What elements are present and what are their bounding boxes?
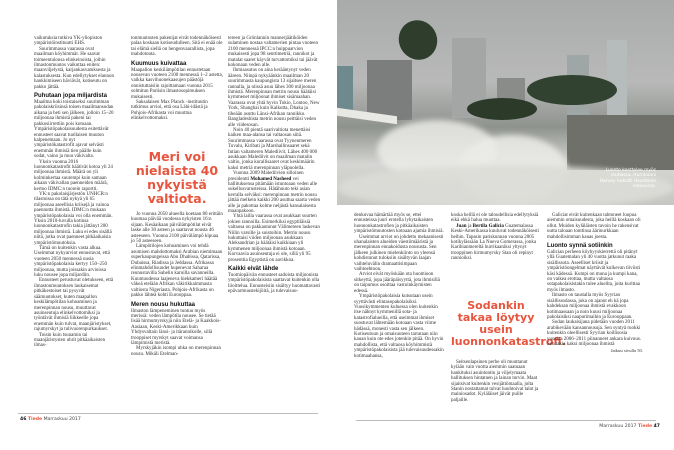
section-heading: Kaikki eivät lähde [228,266,279,273]
paragraph: Arviot eivät myöskään ota huomioon sitkeyttä, jopa jääräpäisyyttä, jota ihmisillä on taipumus osoittaa vastoinkäymisten edessä. [354,272,440,294]
paragraph: Noin 40 pientä saarivaltiota menettäisi kaiken maa-alansa tai valtaosan siitä. Suurimmassa vaarassa ovat Tyynenmeren Tuvalu, Kiribati ja Marshallinsaaret sekä Intian valtameren Malediivit. Lähes 400 000 asukkaan Malediivit on maailman matalin valtio, jonka korallisaaret ovat keskimäärin kaksi metriä merenpinnan yläpuolella. [228,127,318,171]
footer-rule-left [18,413,318,414]
paragraph: Useimmat arviot on johdettu mekaanisesti uhanalaisten alueiden väestömääristä ja merenpinnan ennakoidusta noususta. Sen jälkeen julkinen mielenkiinto on yleensä kohdistunut tuloksiin sisältyvän laajan vaihteluvälin dramaattisimpaan vaihtoehtoon. [354,234,444,273]
paragraph: Jo vuonna 2050 alueella koetaan 80 erittäin kuumaa päivää vuodessa nykyisten 16:n sijaan. Kesäaikaan päivälämpötilat eivät laske alle 30 asteen ja saattavat nousta 46 asteeseen. Vuonna 2100 päivälämpö kipuaa jo 50 asteeseen. [131,212,223,245]
paragraph: Yhtä lailla vaarassa ovat asukkaat suurten jokien rannoilla. Esimerkiksi egyptiläisiä valtaosa on pakkautunut Välimereen laskevan Niilin varsille ja suistoihin. Metrin nousu hukuttaisi viiden miljoonan asukkaan Aleksandrian ja häätäisi kaikkiaan yli kymmenen miljoonaa ihmistä kotoaan. Korvaavia asuinseutuja ei ole, sillä yli 95 prosenttia Egyptistä on aavikkoa. [228,214,320,263]
continued-note: Jatkuu sivulla 50. [610,348,643,354]
paragraph: vaikutuksia tutkiva YK-yliopiston ympäristöinstituutti EHS. [34,36,103,47]
paragraph: Seitsenlapsinen perhe oli muuttanut kylään vain vuotta aiemmin saatuaan hankituksi asuintontin ja viljelymaata hallituksen hintatuen ja lainan turvin. Maat sijaitsivat kuitenkin vesijättömaalla, jolta Stanin nostattamat tulvat huuhtoivat talot ja mainiosadot. Kyläläiset jäivät puille paljaille. [451,360,539,403]
issue-date: Marraskuu 2017 [43,417,81,422]
paragraph: Toisin kuin tsunamin tai maanjäristysten uhrit pitkäaikaisten ilmas- [34,332,106,349]
right-column-2-top [451,213,541,262]
paragraph: Juan ja Bertila Galicia Guatemalassa Keski-Amerikassa kuuluvat todennäköisesti heihin. Tapasin pariskunnan vuonna 2005 kotikylässään La Nueva Gomerassa, jonka Karibianmereltä hurrikaaniksi yltynyt trooppinen hirmumyrsky Stan oli repinyt raunioiksi. [451,223,540,262]
paragraph: Galiciat eivät kuitenkaan tahtoneet luopua aiemmin omaisuudesta, joka heillä koskaan oli ollut. Muiden kyläläisten tavoin he rakensivat uutta taloaan tonttinsa äärinurkkaan mahdollisimman kauas joesta. [547,213,641,240]
issue-date: Marraskuu 2017 [599,424,637,429]
paragraph: denkuvaa hämärtää myös se, ettei ennusteissa juuri erotella lyhytaikaisten luonnonkatastrofien ja pitkäaikaisten ympäristömuutosten kotoaan ajamia ihmisiä. [354,213,444,235]
magazine-brand: Tiede [637,424,653,429]
left-column-3 [228,36,322,295]
paragraph: Maailma koki toistaiseksi suurimman pakolaiskriisinsä toisen maailmansodan aikana ja heti sen jälkeen, jolloin 15–20 miljoonaa ihmistä pakeni tai pakkosiirrettiin pois kotoaan. Ympäristöpakolaisuudesta esitettävät ennusteet saavat tuollaisen muuton kalpenemaan. Jo nyt ympäristökatastrofit ajavat selvästi enemmän ihmisiä tien päälle kuin sodat, vaino ja muu väkivalta. [34,100,114,160]
paragraph: tereen ja Grönlannin mannerjäätiköiden sulaminen nostaa valtamerien pintaa vuoteen 2100 mennessä IPCC:n huippuarvion mukaisesti jopa 98 senttimetriä, rannikot ja matalat saaret käyvät turvattomiksi tai jäävät kokonaan veden alle. [228,36,318,69]
section-heading: Meren nousu hukuttaa [131,301,196,308]
paragraph: YK:n pakolaisjärjestön UNHCR:n tilastoissa on tätä nykyä yli 65 miljoonaa aseellisia kriisejä ja vainoa paennutta ihmistä. IDMC:n mukaan ympäristöpakolaisia voi olla enemmän. Yksin 2010-luvulla kotinsa luonnonkatastrofin takia jättänyt 200 miljoonaa ihmistä. Luku ei edes sisällä niitä, jotka ovat paenneet pitkäaikaisia ympäristömuutoksia. [34,191,113,246]
footer-rule-right [356,420,656,421]
paragraph: Yksin vuonna 2016 luonnonkatastrofit häätivät kotoa yli 24 miljoonaa ihmistä. Määrä on yli kolminkertaa suurempi kuin samaan aikaan väkivallan paenneiden määrä, kertoo IDMC:n tuorein raportti. [34,159,113,192]
paragraph: Ennusteet perustuvat oletukseen, että ilmastonmuutoksen laukaisemat pitkäkestoiset tai pysyvät säämuutokset, kuten maapallon keskilämpötilan kohoaminen ja merenpinnan nousu, muuttavat asuinseutuja elinkelvottomiksi ja työntävät ihmisiä liikkeelle jopa enemmän kuin tulvat, maanjäristykset, rajumyrskyt ja tulivuorenpurkaukset. [34,278,114,333]
hurricane-photo [337,0,674,205]
pull-quote-right: Sodankin takaa löytyy usein luonnonkatastrofi. [451,299,566,348]
page-number: 46 [20,417,27,422]
footer-right [599,424,660,429]
paragraph: Myrskyjäkin isompi uhka on merenpinnan nousu. Mikäli Etelman- [131,346,221,357]
paragraph: Tuomiopäivän ennusteet sadoista miljoonista ympäristöpakolaisista saattavat kuitenkin olla liioittelua. Ennusteisiin sisältyy huomattavasti epävarmuustekijöitä, ja tulevaisuu- [228,273,321,295]
footer-left [20,417,81,422]
paragraph: Ilmasto on taustalla myös Syyrian sisällissodassa, joka on ajanut eh kä jopa kahdeksan miljoonaa ihmistä evakkoon kotimaassaan ja noin kuusi miljoonaa pakolaisiksi naapurimaihin ja Eurooppaan. [547,293,633,320]
paragraph: Vuonna 2009 Malediivien silloinen presidentti Mohamed Nasheed vei hallituksensa pitämään istuntoaan veden alle sukellusvarusteissa. Hätähuuto teki asian kerralla selväksi: merenpinnan metrin nousu jättää melkein kaikki 200 asuttua saarta veden alle ja pakottaa kolme neljästä kansalaisesta maanpakoon. [228,171,321,214]
paragraph: Ilmaston lämpeneminen tuntuu myös merissä: veden lämpötila nousee. Se tietää lisää hirmumyrskyjä niin Etelä- ja Kaakkois-Aasiaan, Keski-Amerikkaan kuin Yhdysvaltain länsi- ja itärannikolle, sillä trooppiset myrskyt saavat voimansa lämpimistä meristä. [131,308,221,346]
page-number: 47 [653,424,660,429]
left-column-2-bottom [131,212,223,357]
right-column-3-wrap [547,213,643,354]
left-column-2-top [131,36,223,122]
paragraph: koska heillä ei ole taloudellisia edellytyksiä eikä ehkä halua muuttaa. [451,213,539,224]
right-column-2-bottom [451,360,541,403]
paragraph: Saksalaisen Max Planck -instituutin tutkimus arvioi, että osa Lähi-idästä ja Pohjois-Afrikasta voi muuttua elinkelvottomaksi. [131,100,208,122]
paragraph: Ihmisasutus on aina kerääntynyt veden ääreen. Niinpä nykyäänkin maailman 20 suurimmasta kaupungista 13 sijaitsee meren rannalla, ja niissä asuu lähes 300 miljoonaa ihmistä. Merenpinnan metrin nousu häätäisi kymmenet miljoonat ihmiset sisämaahan. Vaarassa ovat yhtä hyvin Tokio, Lontoo, New York, Shanghai kuin Kalkutta, Dhaka ja tiheään asuttu Länsi-Afrikan rannikko. Bangladeshista metrin nousu peittäisi veden alle viidesosan. [228,68,320,128]
section-heading: Luonto synnä sotiinkin [547,243,613,250]
magazine-brand: Tiede [27,417,43,422]
section-heading: Puhutaan jopa miljardista [34,93,108,100]
paragraph: Tämä on kuitenkin vasta alkua. Useimmat nykyarviot ennustavat, että vuoteen 2050 mennessä uusia ympäristöpakolaisia kertyy 150–250 miljoonaa, mutta joissakin arvioissa luku nousee jopa miljardiin. [34,246,110,279]
right-column-1 [354,213,444,359]
pull-quote-left: Meri voi nielaista 40 nykyistä valtiota. [135,149,219,206]
photo-caption: Luonto koettelee myös rauhassa. Hurrikaani Harvey hukutti Houstonin elokuussa. [599,168,656,190]
left-column-1 [34,36,114,349]
paragraph: Suurimmassa vaarassa ovat maailman köyhimmät. He saavat toimeentulonsa elinkeinoista, joihin ilmastonmuutos vaikuttaa eniten: maanviljelystä, karjankasvatuksesta ja kalastuksesta. Kun edellytykset elannon hankkimiseen häviävät, kotiseutu on pakko jättää. [34,46,114,90]
paragraph: Ympäristöpakolaisia kutsutaan usein syyttävästi elintasopakolaisiksi. Vuosikymmenten kuluessa olen kuitenkin itse nähnyt kymmenillä sota- ja katastrofialueilla, että useimmat ihmiset suostuvat lähtemään kotoaan vasta viime hädässä, monesti vasta sen jälkeen. Kotiseutuun ja omaisuuteen tarrataan niin kauan kuin ote edes jotenkin pitää. On hyvin mahdollista, että valtaosa köyhimmistä ympäristöpakolaisista jää tulevaisuudessakin kotimaahansa, [354,294,444,359]
paragraph: tonmuutosten pakenijat eivät todennäköisesti palaa koskaan kotiseudulleen. Sitä ei enää ole tai elämä siellä on hengenvaarallista, jopa mahdotonta. [131,36,223,58]
paragraph: Maapallon keskilämpötilan ennustetaan nousevan vuoteen 2100 mennessä 1–2 astetta, vaikka kasvihuonekaasujen päästöjä onnistuttaisiin rajoittamaan vuonna 2015 solmitun Pariisin ilmastosopimuksen mukaisesti. [131,67,223,100]
paragraph: Sodan laukaisijana pidetään vuoden 2011 arabikevään kansannousuja. Sen syntyä ruokki kuitenkin oleellisesti Syyrian koillisosia vuosina 2006–2011 piinanneet ankara kuivuus. Sen takia kaksi miljoonaa ihmistä [547,320,642,347]
right-column-3 [547,213,643,347]
section-heading: Kuumuus kuivattaa [131,60,187,67]
paragraph: Galician perheen köyhyyskierrettä oli pitänyt yllä Guatemalan yli 40 vuotta jatkunut raaka sisällissota. Aseelliset kriisit ja ympäristöongelmat näyttävät kulkevan tiiviisti käsi kädessä. Kumpi on muna ja kumpi kana, on vaikea erottaa, mutta valtaosa sotapakolaisistakin tulee alueilta, joita kurittaa myös ilmasto. [547,250,641,293]
paragraph: Lämpötilojen kohoaminen voi tehdä asumisen mahdottomaksi Arabian niemimaan superkaupungeissa Abu Dhabissa, Qatarissa, Dubaissa, Riadissa ja Jeddassa. Afrikassa elinmahdollisuudet hupenevat Saharaa reunustavilla Sahelin karuilla savanneilla. Kuumuudessa laajeneva hiekkameri häätää väkeä etelään Afrikan väkirikkaimmasta valtiosta Nigeriasta. Pohjois-Afrikasta on pakko lähteä kohti Eurooppaa. [131,244,223,299]
